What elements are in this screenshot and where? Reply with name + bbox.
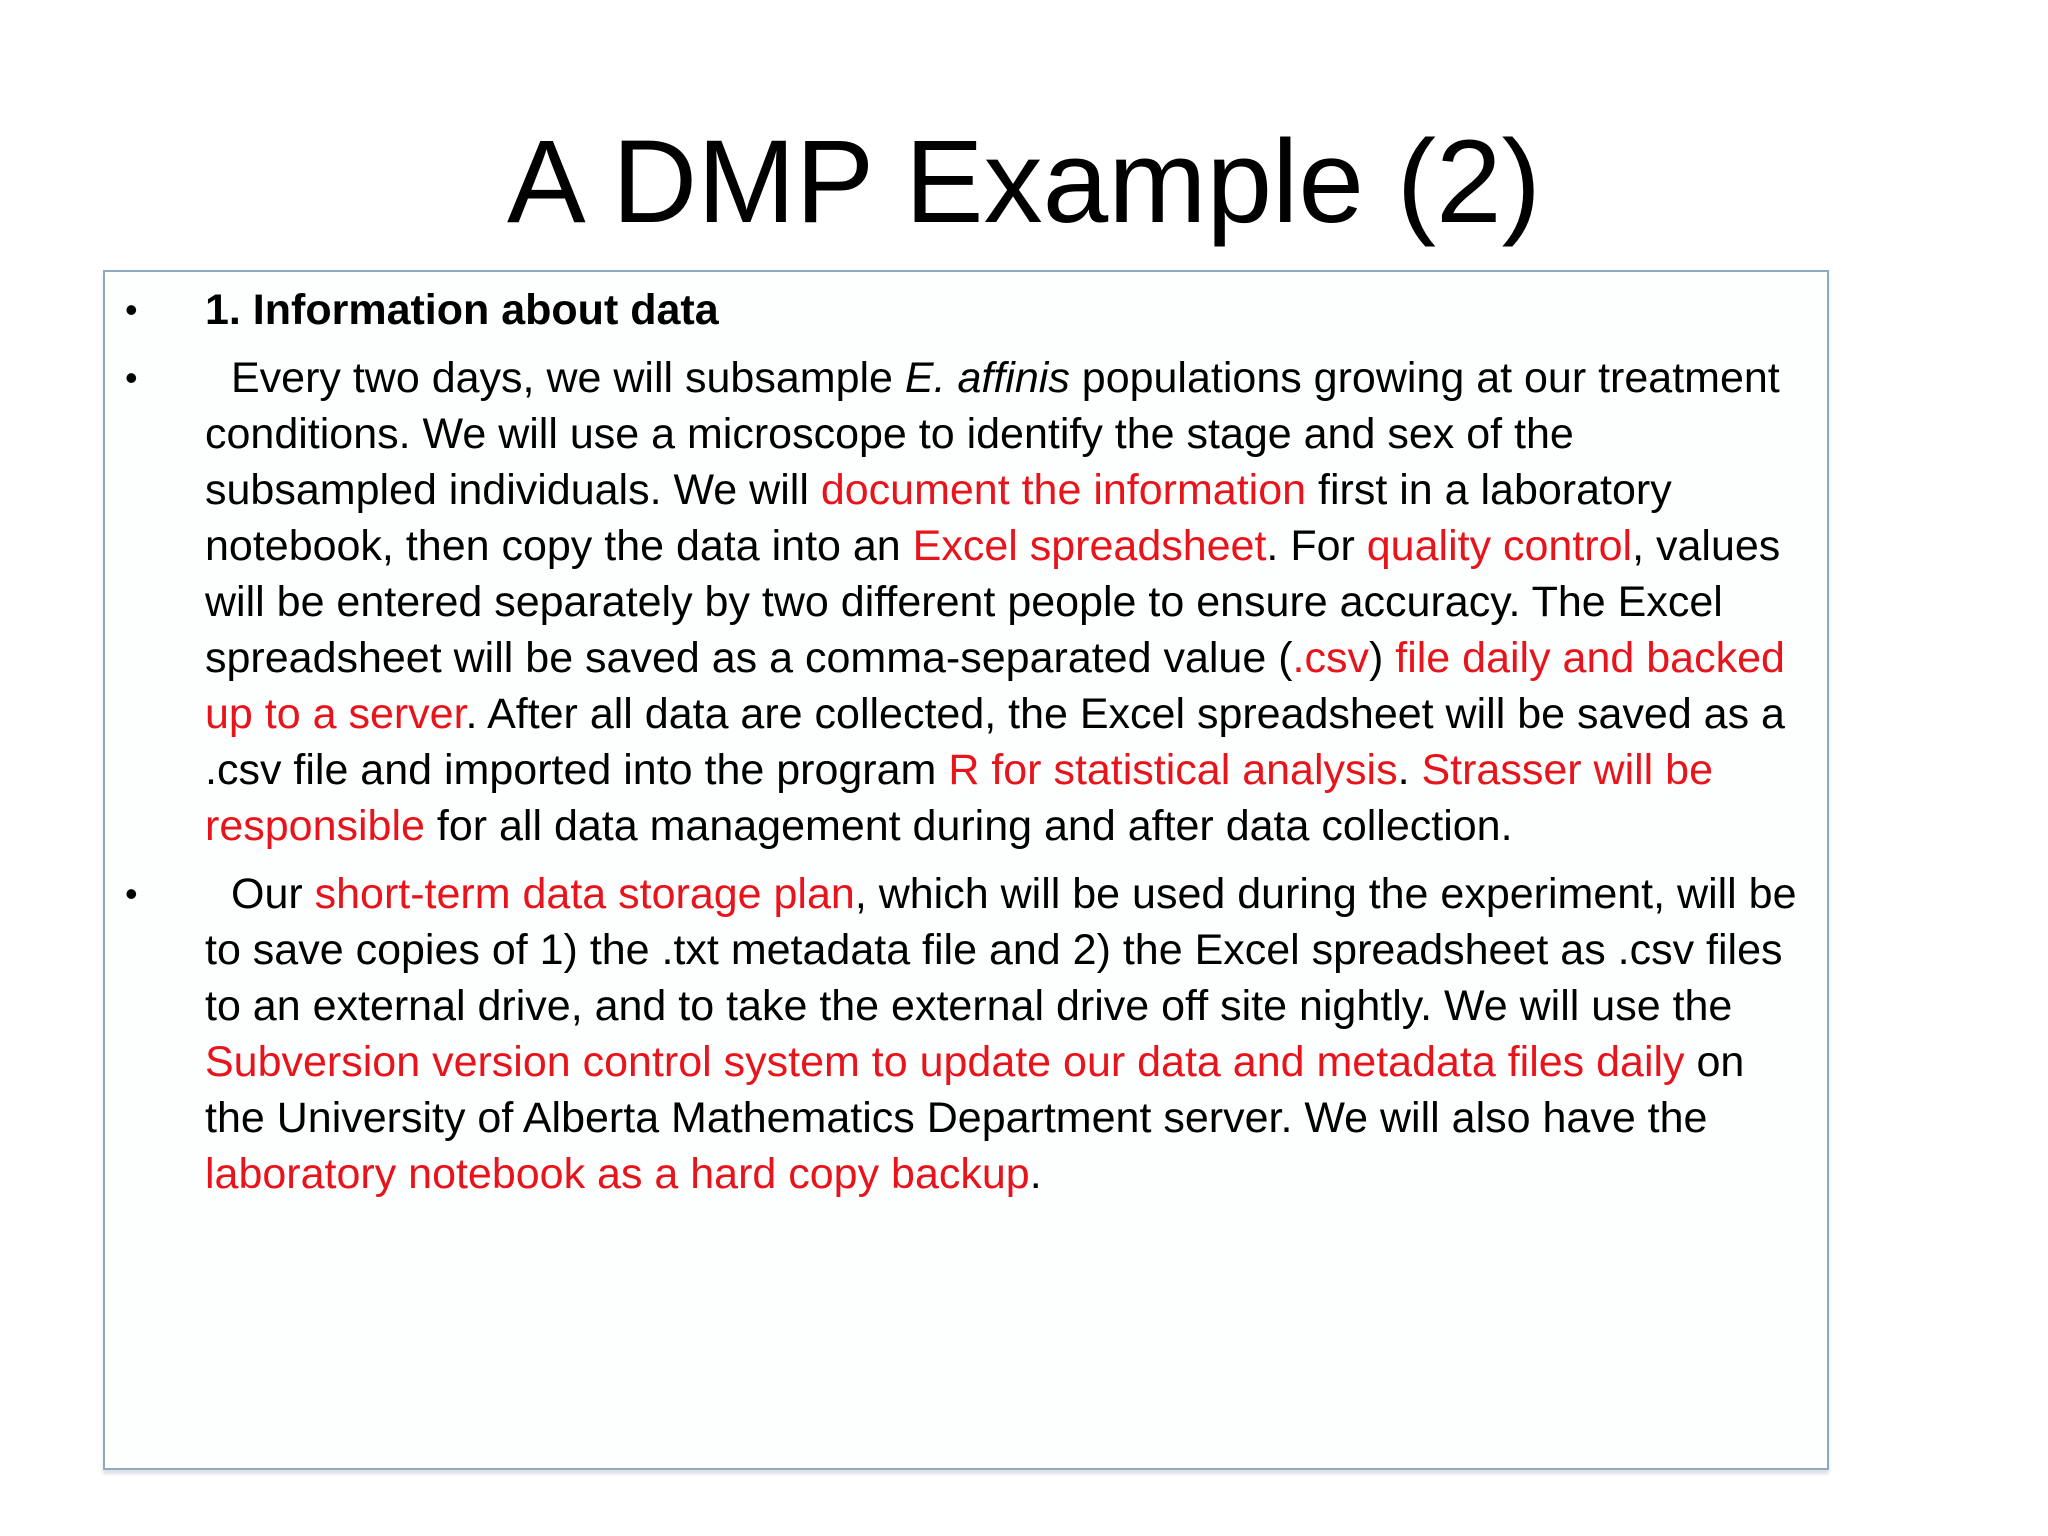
text-run: . For: [1266, 522, 1367, 570]
text-run: , which will be used during the experiment, will be to save copies of 1) the .txt metadata file and 2) the Excel spreadsheet as .csv files to an external drive, and to take the external drive off site nightly. We will use the: [205, 870, 1797, 1030]
text-run: Every two days, we will subsample: [231, 354, 905, 402]
text-run: on the University of Alberta Mathematics Department server. We will also have the: [205, 1038, 1745, 1142]
highlight-text: Subversion version control system to update our data and metadata files daily: [205, 1038, 1685, 1086]
highlight-text: R for statistical analysis: [948, 746, 1398, 794]
highlight-text: Strasser will be responsible: [205, 746, 1714, 850]
text-run: . After all data are collected, the Excel spreadsheet will be saved as a .csv file and imported into the program: [205, 690, 1785, 794]
text-run: Our: [231, 870, 315, 918]
highlight-text: short-term data storage plan: [314, 870, 855, 918]
slide-title: A DMP Example (2): [507, 116, 1541, 248]
species-name: E. affinis: [904, 354, 1070, 402]
bullet-item-heading: [105, 282, 1827, 338]
highlight-text: Excel spreadsheet: [912, 522, 1267, 570]
text-run: .: [1029, 1150, 1042, 1198]
highlight-text: quality control: [1366, 522, 1633, 570]
bullet-icon: •: [125, 873, 138, 914]
text-run: first in a laboratory notebook, then copy the data into an: [205, 466, 1672, 570]
text-run: , values will be entered separately by two different people to ensure accuracy. The Excel spreadsheet will be saved as a comma-separated value (: [205, 522, 1781, 682]
bullet-list: [105, 282, 1827, 1214]
content-box: [103, 270, 1829, 1470]
bullet-icon: •: [125, 357, 138, 398]
highlight-text: document the information: [820, 466, 1307, 514]
bullet-item-data-collection: [105, 350, 1827, 854]
bullet-item-storage-plan: [105, 866, 1827, 1202]
text-run: for all data management during and after data collection.: [424, 802, 1513, 850]
highlight-text: laboratory notebook as a hard copy backup: [205, 1150, 1030, 1198]
highlight-text: file daily and backed up to a server: [205, 634, 1785, 738]
section-heading: 1. Information about data: [205, 286, 719, 334]
bullet-icon: •: [125, 289, 138, 330]
text-run: ): [1368, 634, 1396, 682]
text-run: .: [1397, 746, 1422, 794]
text-run: populations growing at our treatment conditions. We will use a microscope to identify the stage and sex of the subsampled individuals. We will: [205, 354, 1780, 514]
highlight-text: .csv: [1292, 634, 1369, 682]
